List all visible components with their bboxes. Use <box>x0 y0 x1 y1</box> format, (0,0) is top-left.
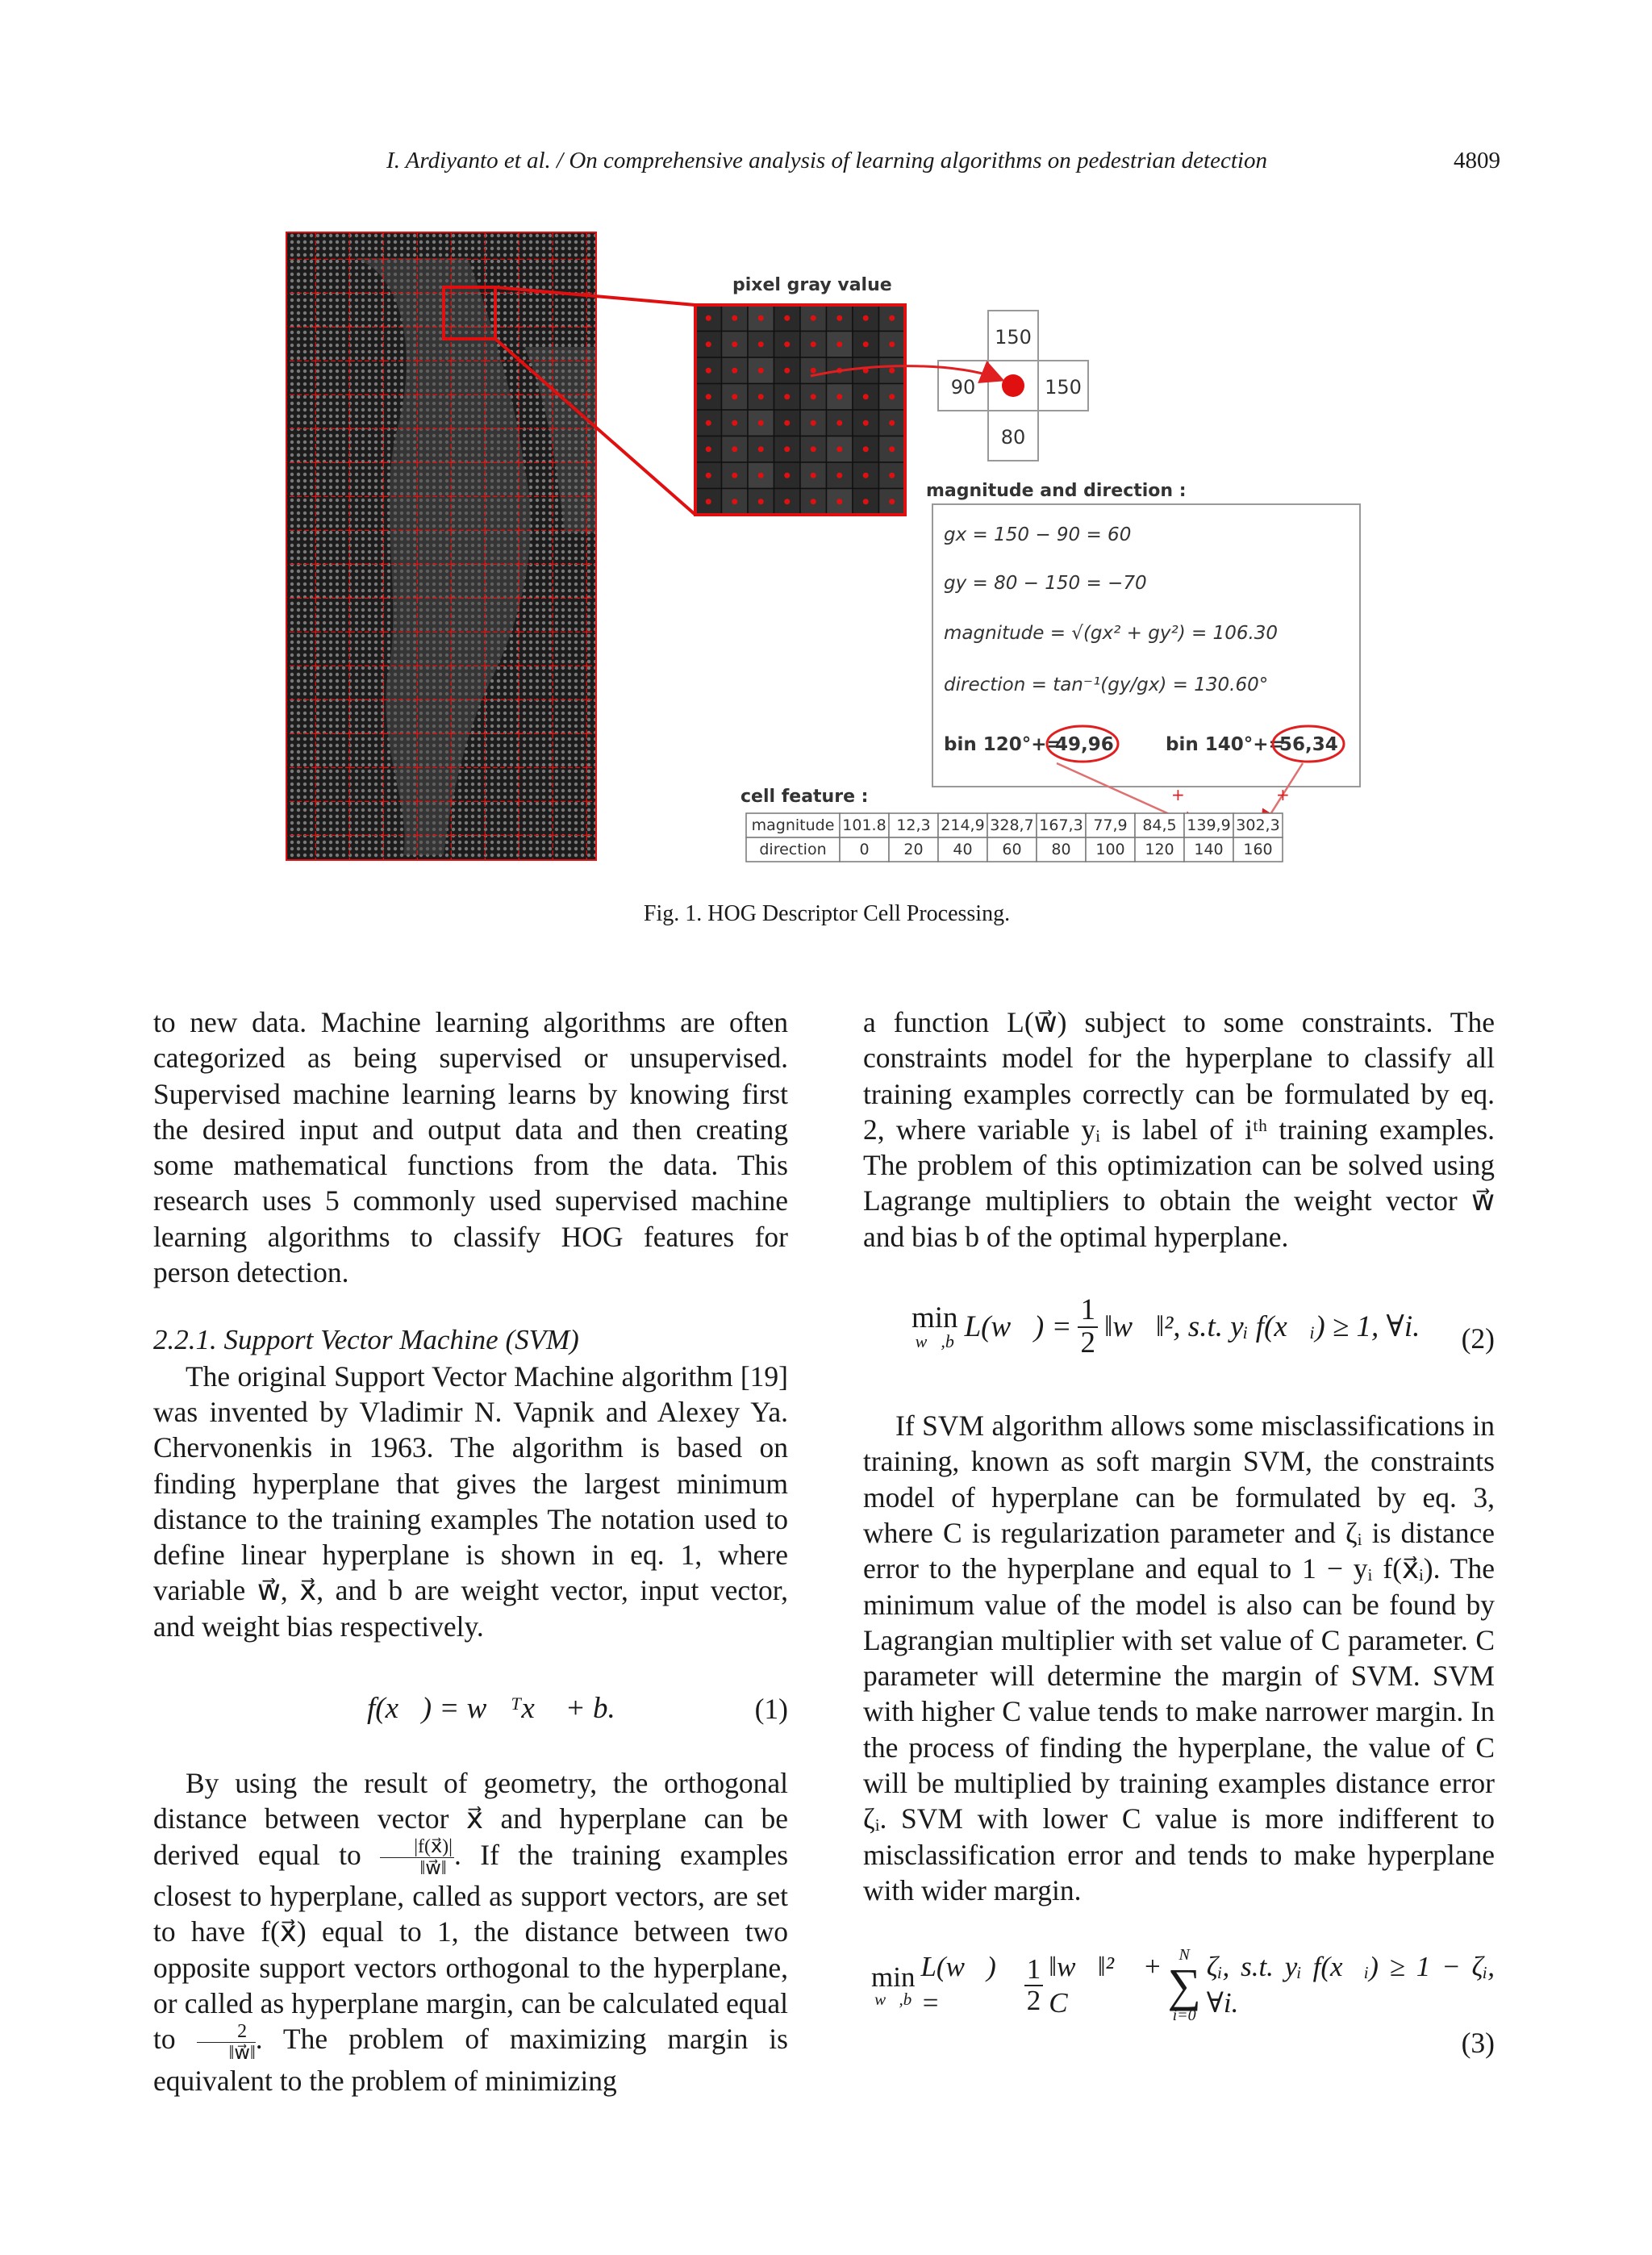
zoom-pixel-dot <box>732 473 737 478</box>
table-value-magnitude: 302,3 <box>1236 816 1280 834</box>
eq3-sum-symbol: ∑ <box>1167 1959 1201 2012</box>
eq2-min: min <box>912 1301 958 1335</box>
zoom-pixel-dot <box>758 499 764 504</box>
cell-feature-label: cell feature : <box>740 787 869 807</box>
zoom-pixel-dot <box>836 315 842 321</box>
zoom-pixel-dot <box>732 394 737 399</box>
right-paragraph-1: a function L(w⃗) subject to some constraints. The constraints model for the hyperplane to classify all training examples correctly can be formulated by eq. 2, where variable yᵢ is label of iᵗʰ training examples. The problem of this optimization can be solved using Lagrange multipliers to obtain the weight vector w⃗ and bias b of the optimal hyperplane. <box>863 1006 1495 1253</box>
zoom-pixel-dot <box>889 446 895 452</box>
eq3-min-sub: w⃗,b <box>874 1989 912 2009</box>
zoom-pixel-dot <box>758 368 764 374</box>
formula-gx: gx = 150 − 90 = 60 <box>944 524 1132 545</box>
table-value-magnitude: 328,7 <box>990 816 1034 834</box>
zoom-pixel-dot <box>784 341 790 347</box>
equation-3-number: (3) <box>1461 2027 1495 2060</box>
figure-caption: Fig. 1. HOG Descriptor Cell Processing. <box>643 901 1011 926</box>
formula-magnitude: magnitude = √(gx² + gy²) = 106.30 <box>944 623 1279 644</box>
eq3-half <box>1024 1955 1044 2016</box>
distance-fraction-den: ‖w⃗‖ <box>419 1858 447 1879</box>
zoom-pixel-dot <box>706 394 711 399</box>
zoom-pixel-dot <box>889 420 895 426</box>
zoom-pixel-dot <box>706 420 711 426</box>
neighbor-bottom-value: 80 <box>1000 426 1026 449</box>
zoom-pixel-dot <box>863 420 869 426</box>
zoom-pixel-dot <box>863 473 869 478</box>
equation-2-block <box>863 1255 1495 1408</box>
table-value-magnitude: 101.8 <box>842 816 886 834</box>
table-value-direction: 140 <box>1194 841 1224 858</box>
zoom-pixel-dot <box>784 446 790 452</box>
table-value-magnitude: 84,5 <box>1142 816 1177 834</box>
center-pixel-dot <box>1002 374 1024 397</box>
table-value-direction: 20 <box>903 841 924 858</box>
table-value-magnitude: 77,9 <box>1093 816 1128 834</box>
zoomed-cell-grid <box>695 305 905 515</box>
eq3-lhs: L(w⃗) = <box>920 1951 996 2019</box>
left-paragraph-3-b: . If the training examples closest to hyperplane, called as support vectors, are set to have f(x⃗) equal to 1, the distance between two opposite support vectors orthogonal to the hyperplane, or called as hyperplane margin, can be calculated equal to <box>153 1838 789 2056</box>
zoom-pixel-dot <box>836 420 842 426</box>
zoom-pixel-dot <box>784 473 790 478</box>
zoom-pixel-dot <box>863 394 869 399</box>
table-value-direction: 0 <box>859 841 870 858</box>
neighbor-pixels <box>938 311 1088 461</box>
left-paragraph-3-c: . The problem of maximizing margin is equivalent to the problem of minimizing <box>153 2023 788 2097</box>
running-header: I. Ardiyanto et al. / On comprehensive analysis of learning algorithms on pedestrian detection <box>386 148 1267 173</box>
zoom-pixel-dot <box>811 446 816 452</box>
equation-3-block <box>863 1908 1495 2078</box>
equation-2 <box>912 1295 1420 1359</box>
zoom-pixel-dot <box>784 368 790 374</box>
eq2-rhs: ‖w⃗‖², s.t. yᵢ f(x⃗ᵢ) ≥ 1, ∀i. <box>1103 1309 1420 1343</box>
zoom-pixel-dot <box>863 499 869 504</box>
table-row-label-direction: direction <box>759 841 827 858</box>
zoom-pixel-dot <box>758 420 764 426</box>
zoom-pixel-dot <box>784 420 790 426</box>
equation-2-number: (2) <box>1461 1322 1495 1355</box>
zoom-pixel-dot <box>732 341 737 347</box>
pixel-gray-value-label: pixel gray value <box>732 275 892 295</box>
distance-fraction <box>380 1837 454 1878</box>
left-paragraph-2: The original Support Vector Machine algorithm [19] was invented by Vladimir N. Vapnik and Alexey Ya. Chervonenkis in 1963. The algorithm is based on finding hyperplane that gives the largest minimum distance to the training examples The notation used to define linear hyperplane is shown in eq. 1, where variable w⃗, x⃗, and b are weight vector, input vector, and weight bias respectively. <box>153 1359 788 1643</box>
eq2-half-num: 1 <box>1078 1295 1098 1328</box>
margin-fraction-num: 2 <box>197 2022 256 2043</box>
equation-1: f(x⃗) = w⃗ᵀx⃗ + b. <box>367 1692 615 1726</box>
zoom-pixel-dot <box>706 368 711 374</box>
eq2-lhs: L(w⃗) = <box>964 1309 1072 1343</box>
eq3-rhs: ζᵢ, s.t. yᵢ f(x⃗ᵢ) ≥ 1 − ζᵢ, ∀i. <box>1206 1951 1496 2019</box>
zoom-pixel-dot <box>811 341 816 347</box>
zoom-pixel-dot <box>889 341 895 347</box>
zoom-pixel-dot <box>889 473 895 478</box>
zoom-pixel-dot <box>889 315 895 321</box>
zoom-pixel-dot <box>732 446 737 452</box>
table-value-direction: 40 <box>953 841 973 858</box>
mag-dir-label: magnitude and direction : <box>926 481 1187 501</box>
table-value-direction: 60 <box>1002 841 1022 858</box>
zoom-pixel-dot <box>863 446 869 452</box>
zoom-pixel-dot <box>706 315 711 321</box>
neighbor-top-value: 150 <box>995 326 1032 349</box>
formula-direction: direction = tan⁻¹(gy/gx) = 130.60° <box>944 674 1269 695</box>
plus-sign-a: + <box>1171 785 1185 804</box>
page-number: 4809 <box>1454 148 1500 173</box>
zoom-pixel-dot <box>758 315 764 321</box>
eq2-half <box>1078 1295 1098 1359</box>
pedestrian-image <box>286 232 596 860</box>
table-value-magnitude: 12,3 <box>896 816 931 834</box>
zoom-pixel-dot <box>836 394 842 399</box>
equation-1-block <box>153 1644 788 1765</box>
zoom-pixel-dot <box>836 473 842 478</box>
zoom-pixel-dot <box>732 368 737 374</box>
zoom-pixel-dot <box>784 315 790 321</box>
eq3-summation <box>1167 1947 1200 2023</box>
zoom-pixel-dot <box>784 394 790 399</box>
zoom-pixel-dot <box>732 315 737 321</box>
zoom-pixel-dot <box>863 315 869 321</box>
neighbor-right-value: 150 <box>1045 376 1082 399</box>
zoom-pixel-dot <box>836 341 842 347</box>
zoom-pixel-dot <box>889 499 895 504</box>
left-paragraph-3-a: By using the result of geometry, the orthogonal distance between vector x⃗ and hyperplane can be derived equal to <box>153 1767 788 1871</box>
zoom-pixel-dot <box>732 499 737 504</box>
cell-feature-table <box>746 813 1283 862</box>
right-paragraph-2: If SVM algorithm allows some misclassifications in training, known as soft margin SVM, the constraints model of hyperplane can be formulated by eq. 3, where C is regularization parameter and ζᵢ is distance error to the hyperplane and equal to 1 − yᵢ f(x⃗ᵢ). The minimum value of the model is also can be found by Lagrangian multiplier with set value of C parameter. C parameter will determine the margin of SVM. SVM with higher C value tends to make narrower margin. In the process of finding the hyperplane, the value of C will be multiplied by training examples distance error ζᵢ. SVM with lower C value is more indifferent to misclassification error and tends to make hyperplane with wider margin. <box>863 1409 1495 1906</box>
zoom-pixel-dot <box>836 446 842 452</box>
zoom-pixel-dot <box>811 420 816 426</box>
zoom-pixel-dot <box>706 341 711 347</box>
figure-hog-cell-processing <box>282 226 1371 879</box>
eq2-min-sub: w⃗,b <box>915 1331 954 1352</box>
equation-3 <box>871 1947 1495 2023</box>
zoom-pixel-dot <box>811 473 816 478</box>
zoom-pixel-dot <box>811 394 816 399</box>
zoom-pixel-dot <box>889 368 895 374</box>
table-value-magnitude: 167,3 <box>1039 816 1083 834</box>
left-paragraph-1: to new data. Machine learning algorithms are often categorized as being supervised or unsupervised. Supervised machine learning learns by knowing first the desired input and output data and then creating some mathematical functions from the data. This research uses 5 commonly used supervised machine learning algorithms to classify HOG features for person detection. <box>153 1006 788 1289</box>
table-value-direction: 120 <box>1145 841 1174 858</box>
eq3-norm: ‖w⃗‖² + C <box>1049 1951 1162 2019</box>
table-value-magnitude: 214,9 <box>941 816 985 834</box>
zoom-pixel-dot <box>706 499 711 504</box>
formula-gy: gy = 80 − 150 = −70 <box>944 573 1147 594</box>
margin-fraction <box>197 2022 256 2063</box>
right-column <box>863 1004 1495 2078</box>
zoom-pixel-dot <box>836 499 842 504</box>
bin-120-label: bin 120°+= <box>944 734 1062 755</box>
zoom-pixel-dot <box>758 446 764 452</box>
zoom-pixel-dot <box>758 394 764 399</box>
table-value-direction: 160 <box>1243 841 1273 858</box>
eq3-sum-bottom: i=0 <box>1172 2007 1196 2025</box>
zoom-pixel-dot <box>706 446 711 452</box>
bin-140-label: bin 140°+= <box>1166 734 1284 755</box>
margin-fraction-den: ‖w⃗‖ <box>228 2042 256 2064</box>
eq2-half-den: 2 <box>1080 1326 1095 1359</box>
zoom-pixel-dot <box>811 499 816 504</box>
distance-fraction-num: |f(x⃗)| <box>380 1837 454 1858</box>
table-value-direction: 100 <box>1095 841 1125 858</box>
eq3-half-den: 2 <box>1026 1984 1041 2016</box>
table-value-direction: 80 <box>1051 841 1071 858</box>
table-value-magnitude: 139,9 <box>1187 816 1231 834</box>
zoom-pixel-dot <box>758 341 764 347</box>
zoom-pixel-dot <box>811 315 816 321</box>
equation-1-number: (1) <box>754 1693 788 1726</box>
zoom-pixel-dot <box>732 420 737 426</box>
eq3-half-num: 1 <box>1024 1955 1044 1986</box>
section-heading-svm: 2.2.1. Support Vector Machine (SVM) <box>153 1324 579 1356</box>
bin-120-value: 49,96 <box>1055 734 1114 755</box>
zoom-pixel-dot <box>758 473 764 478</box>
zoom-pixel-dot <box>811 368 816 374</box>
zoom-pixel-dot <box>706 473 711 478</box>
zoom-pixel-dot <box>784 499 790 504</box>
bin-140-value: 56,34 <box>1279 734 1338 755</box>
zoom-pixel-dot <box>889 394 895 399</box>
left-paragraph-3 <box>153 1765 788 2098</box>
eq3-min: min <box>871 1961 916 1993</box>
neighbor-left-value: 90 <box>950 376 976 399</box>
eq3-sum-top: N <box>1179 1946 1190 1965</box>
zoom-pixel-dot <box>863 341 869 347</box>
table-row-label-magnitude: magnitude <box>751 816 835 834</box>
plus-sign-b: + <box>1276 785 1290 804</box>
left-column <box>153 1004 788 2098</box>
